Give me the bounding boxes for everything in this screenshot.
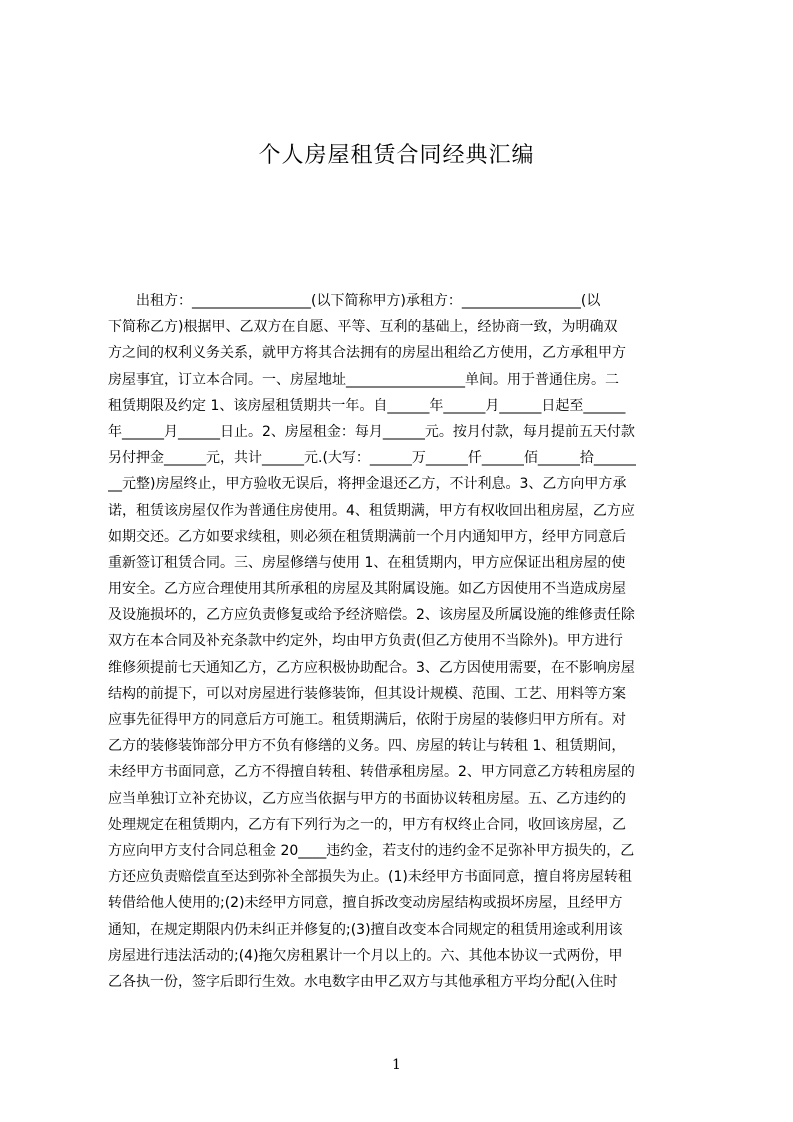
- document-title: 个人房屋租赁合同经典汇编: [258, 143, 535, 168]
- text-line: 结构的前提下，可以对房屋进行装修装饰，但其设计规模、范围、工艺、用料等方案: [108, 685, 626, 702]
- text-line: 方应向甲方支付合同总租金 20____违约金，若支付的违约金不足弥补甲方损失的，乙: [108, 842, 635, 859]
- text-line: 用安全。乙方应合理使用其所承租的房屋及其附属设施。如乙方因使用不当造成房屋: [108, 581, 626, 598]
- text-line: 如期交还。乙方如要求续租，则必须在租赁期满前一个月内通知甲方，经甲方同意后: [108, 528, 626, 545]
- page-number: 1: [392, 1057, 401, 1073]
- text-line: 出租方：_________________(以下简称甲方)承租方：_________________(以: [108, 293, 601, 309]
- text-line: 应事先征得甲方的同意后方可施工。租赁期满后，依附于房屋的装修归甲方所有。对: [108, 712, 626, 728]
- text-line: 另付押金______元，共计______元.(大写：______万______仟______佰______拾______: [108, 450, 636, 467]
- text-line: 房屋进行违法活动的;(4)拖欠房租累计一个月以上的。六、其他本协议一式两份，甲: [108, 947, 623, 964]
- text-line: 乙方的装修装饰部分甲方不负有修缮的义务。四、房屋的转让与转租 1、租赁期间，: [108, 738, 626, 755]
- text-line: 年______月______日止。2、房屋租金：每月______元。按月付款，每月提前五天付款: [108, 423, 635, 440]
- text-line: 房屋事宜，订立本合同。一、房屋地址_________________单间。用于普通住房。二: [108, 371, 619, 388]
- text-line: 及设施损坏的，乙方应负责修复或给予经济赔偿。2、该房屋及所属设施的维修责任除: [108, 607, 635, 624]
- text-line: 双方在本合同及补充条款中约定外，均由甲方负责(但乙方使用不当除外)。甲方进行: [108, 633, 623, 650]
- text-line: 方还应负责赔偿直至达到弥补全部损失为止。(1)未经甲方书面同意，擅自将房屋转租: [108, 869, 632, 886]
- text-line: 重新签订租赁合同。三、房屋修缮与使用 1、在租赁期内，甲方应保证出租房屋的使: [108, 554, 626, 571]
- text-line: 租赁期限及约定 1、该房屋租赁期共一年。自______年______月______日起至______: [108, 397, 626, 414]
- text-line: __元整)房屋终止，甲方验收无误后，将押金退还乙方，不计利息。3、乙方向甲方承: [108, 476, 627, 493]
- contract-body: [108, 288, 700, 995]
- text-line: 诺，租赁该房屋仅作为普通住房使用。4、租赁期满，甲方有权收回出租房屋，乙方应: [108, 502, 635, 519]
- text-line: 通知，在规定期限内仍未纠正并修复的;(3)擅自改变本合同规定的租赁用途或利用该: [108, 921, 623, 938]
- text-line: 应当单独订立补充协议，乙方应当依据与甲方的书面协议转租房屋。五、乙方违约的: [108, 790, 626, 807]
- text-line: 转借给他人使用的;(2)未经甲方同意，擅自拆改变动房屋结构或损坏房屋，且经甲方: [108, 895, 623, 912]
- text-line: 未经甲方书面同意，乙方不得擅自转租、转借承租房屋。2、甲方同意乙方转租房屋的: [108, 764, 635, 781]
- text-line: 乙各执一份，签字后即行生效。水电数字由甲乙双方与其他承租方平均分配(入住时: [108, 973, 618, 990]
- text-line: 处理规定在租赁期内，乙方有下列行为之一的，甲方有权终止合同，收回该房屋，乙: [108, 816, 626, 833]
- text-line: 方之间的权利义务关系，就甲方将其合法拥有的房屋出租给乙方使用，乙方承租甲方: [108, 345, 626, 362]
- text-line: 下简称乙方)根据甲、乙双方在自愿、平等、互利的基础上，经协商一致，为明确双: [108, 319, 618, 336]
- text-line: 维修须提前七天通知乙方，乙方应积极协助配合。3、乙方因使用需要，在不影响房屋: [108, 659, 635, 676]
